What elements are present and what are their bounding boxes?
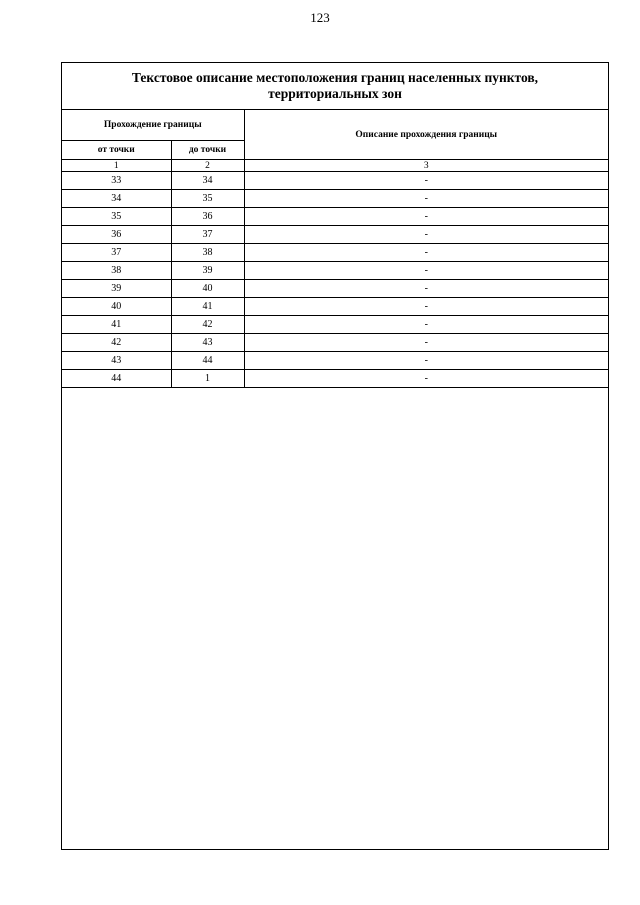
document-title: Текстовое описание местоположения границ населенных пунктов, территориальных зон [62, 63, 608, 110]
from-point-cell: 42 [62, 334, 171, 352]
from-point-cell: 35 [62, 208, 171, 226]
document-frame [61, 62, 609, 850]
description-cell: - [244, 226, 608, 244]
table-row [62, 208, 608, 226]
from-point-cell: 40 [62, 298, 171, 316]
table-row [62, 262, 608, 280]
table-row [62, 226, 608, 244]
column-number: 2 [171, 160, 244, 172]
table-row [62, 352, 608, 370]
from-point-header: от точки [62, 141, 171, 160]
description-cell: - [244, 316, 608, 334]
to-point-cell: 42 [171, 316, 244, 334]
to-point-cell: 39 [171, 262, 244, 280]
to-point-cell: 43 [171, 334, 244, 352]
table-row [62, 190, 608, 208]
description-cell: - [244, 190, 608, 208]
description-cell: - [244, 262, 608, 280]
from-point-cell: 36 [62, 226, 171, 244]
to-point-cell: 37 [171, 226, 244, 244]
to-point-header: до точки [171, 141, 244, 160]
from-point-cell: 44 [62, 370, 171, 388]
boundary-group-header: Прохождение границы [62, 110, 244, 141]
from-point-cell: 38 [62, 262, 171, 280]
table-row [62, 334, 608, 352]
description-cell: - [244, 244, 608, 262]
to-point-cell: 36 [171, 208, 244, 226]
description-cell: - [244, 370, 608, 388]
table-row [62, 280, 608, 298]
from-point-cell: 37 [62, 244, 171, 262]
table-row [62, 244, 608, 262]
column-number: 3 [244, 160, 608, 172]
to-point-cell: 35 [171, 190, 244, 208]
boundary-table [62, 110, 608, 388]
description-cell: - [244, 298, 608, 316]
from-point-cell: 34 [62, 190, 171, 208]
table-row [62, 316, 608, 334]
page-number: 123 [310, 10, 330, 25]
from-point-cell: 41 [62, 316, 171, 334]
table-row [62, 172, 608, 190]
column-number-row [62, 160, 608, 172]
description-header: Описание прохождения границы [244, 110, 608, 160]
to-point-cell: 34 [171, 172, 244, 190]
description-cell: - [244, 172, 608, 190]
from-point-cell: 39 [62, 280, 171, 298]
column-number: 1 [62, 160, 171, 172]
description-cell: - [244, 352, 608, 370]
description-cell: - [244, 334, 608, 352]
description-cell: - [244, 208, 608, 226]
table-row [62, 370, 608, 388]
to-point-cell: 38 [171, 244, 244, 262]
description-cell: - [244, 280, 608, 298]
to-point-cell: 44 [171, 352, 244, 370]
to-point-cell: 40 [171, 280, 244, 298]
from-point-cell: 43 [62, 352, 171, 370]
to-point-cell: 41 [171, 298, 244, 316]
from-point-cell: 33 [62, 172, 171, 190]
table-row [62, 298, 608, 316]
to-point-cell: 1 [171, 370, 244, 388]
